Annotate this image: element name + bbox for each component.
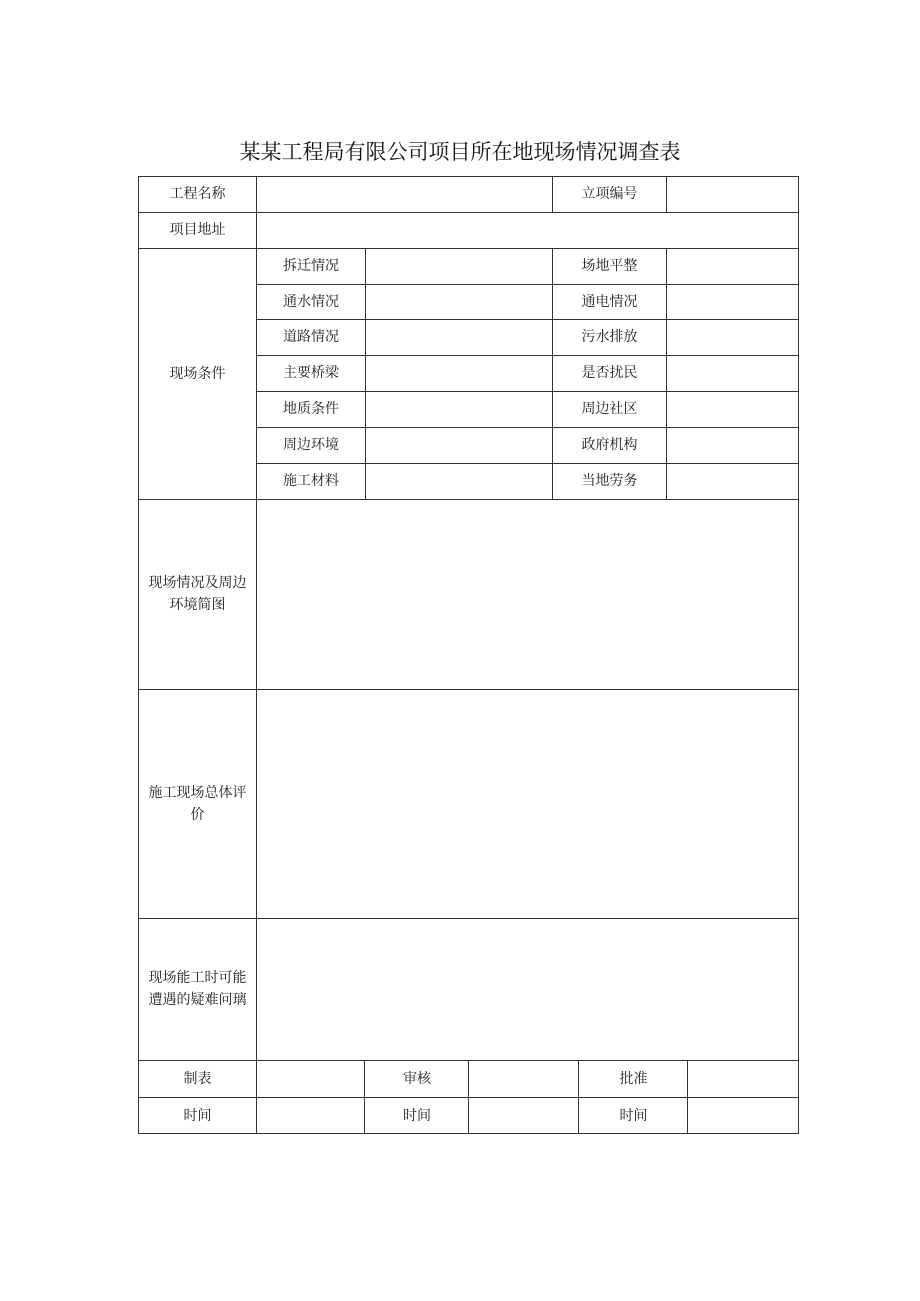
site-condition-field[interactable] bbox=[365, 427, 552, 463]
site-condition-field[interactable] bbox=[667, 355, 799, 391]
project-address-field[interactable] bbox=[257, 212, 799, 248]
site-condition-label: 施工材料 bbox=[283, 473, 339, 489]
site-condition-field[interactable] bbox=[365, 463, 552, 499]
overall-evaluation-label: 施工现场总体评价 bbox=[148, 784, 247, 823]
site-condition-label: 周边环境 bbox=[283, 437, 339, 453]
approved-time-field[interactable] bbox=[688, 1097, 799, 1134]
site-condition-label: 周边社区 bbox=[581, 401, 638, 417]
difficulties-area[interactable] bbox=[257, 918, 799, 1060]
reviewed-time-field[interactable] bbox=[469, 1097, 579, 1134]
site-condition-field[interactable] bbox=[365, 284, 552, 319]
site-condition-label: 污水排放 bbox=[581, 329, 638, 345]
approved-time-label: 时间 bbox=[619, 1107, 648, 1124]
prepared-time-field[interactable] bbox=[257, 1097, 365, 1134]
site-condition-field[interactable] bbox=[667, 463, 799, 499]
site-condition-label: 当地劳务 bbox=[581, 473, 638, 489]
site-sketch-area[interactable] bbox=[257, 499, 799, 689]
project-name-field[interactable] bbox=[257, 176, 553, 212]
difficulties-label: 现场能工时可能遭遇的疑难问璃 bbox=[148, 970, 247, 1008]
prepared-time-label: 时间 bbox=[183, 1107, 212, 1124]
site-condition-label: 场地平整 bbox=[581, 258, 638, 274]
site-condition-field[interactable] bbox=[667, 391, 799, 427]
site-condition-field[interactable] bbox=[365, 248, 552, 284]
site-condition-label: 通电情况 bbox=[581, 293, 638, 310]
reviewed-by-label: 审核 bbox=[403, 1070, 431, 1087]
site-conditions-label: 现场条件 bbox=[169, 365, 226, 382]
project-name-label: 工程名称 bbox=[169, 186, 226, 202]
document-title: 某某工程局有限公司项目所在地现场情况调查表 bbox=[239, 140, 681, 164]
project-number-label: 立项编号 bbox=[581, 186, 638, 202]
project-address-label: 项目地址 bbox=[169, 222, 226, 238]
site-condition-label: 通水情况 bbox=[283, 293, 339, 310]
project-number-field[interactable] bbox=[667, 176, 799, 212]
prepared-by-label: 制表 bbox=[183, 1070, 212, 1087]
site-condition-field[interactable] bbox=[667, 284, 799, 319]
approved-by-label: 批准 bbox=[619, 1070, 648, 1087]
site-sketch-label: 现场情况及周边环境简图 bbox=[148, 575, 247, 613]
site-condition-label: 是否扰民 bbox=[581, 365, 638, 381]
approved-by-field[interactable] bbox=[688, 1060, 799, 1097]
site-condition-field[interactable] bbox=[365, 355, 552, 391]
prepared-by-field[interactable] bbox=[257, 1060, 365, 1097]
site-condition-label: 政府机构 bbox=[581, 437, 638, 453]
site-condition-field[interactable] bbox=[365, 391, 552, 427]
reviewed-time-label: 时间 bbox=[403, 1107, 431, 1124]
site-condition-label: 地质条件 bbox=[283, 401, 339, 417]
site-condition-field[interactable] bbox=[365, 319, 552, 355]
site-condition-field[interactable] bbox=[667, 248, 799, 284]
site-condition-label: 道路情况 bbox=[283, 329, 339, 345]
site-condition-field[interactable] bbox=[667, 319, 799, 355]
reviewed-by-field[interactable] bbox=[469, 1060, 579, 1097]
site-condition-field[interactable] bbox=[667, 427, 799, 463]
site-condition-label: 主要桥梁 bbox=[283, 365, 339, 381]
overall-evaluation-area[interactable] bbox=[257, 689, 799, 918]
site-condition-label: 拆迁情况 bbox=[283, 258, 339, 274]
